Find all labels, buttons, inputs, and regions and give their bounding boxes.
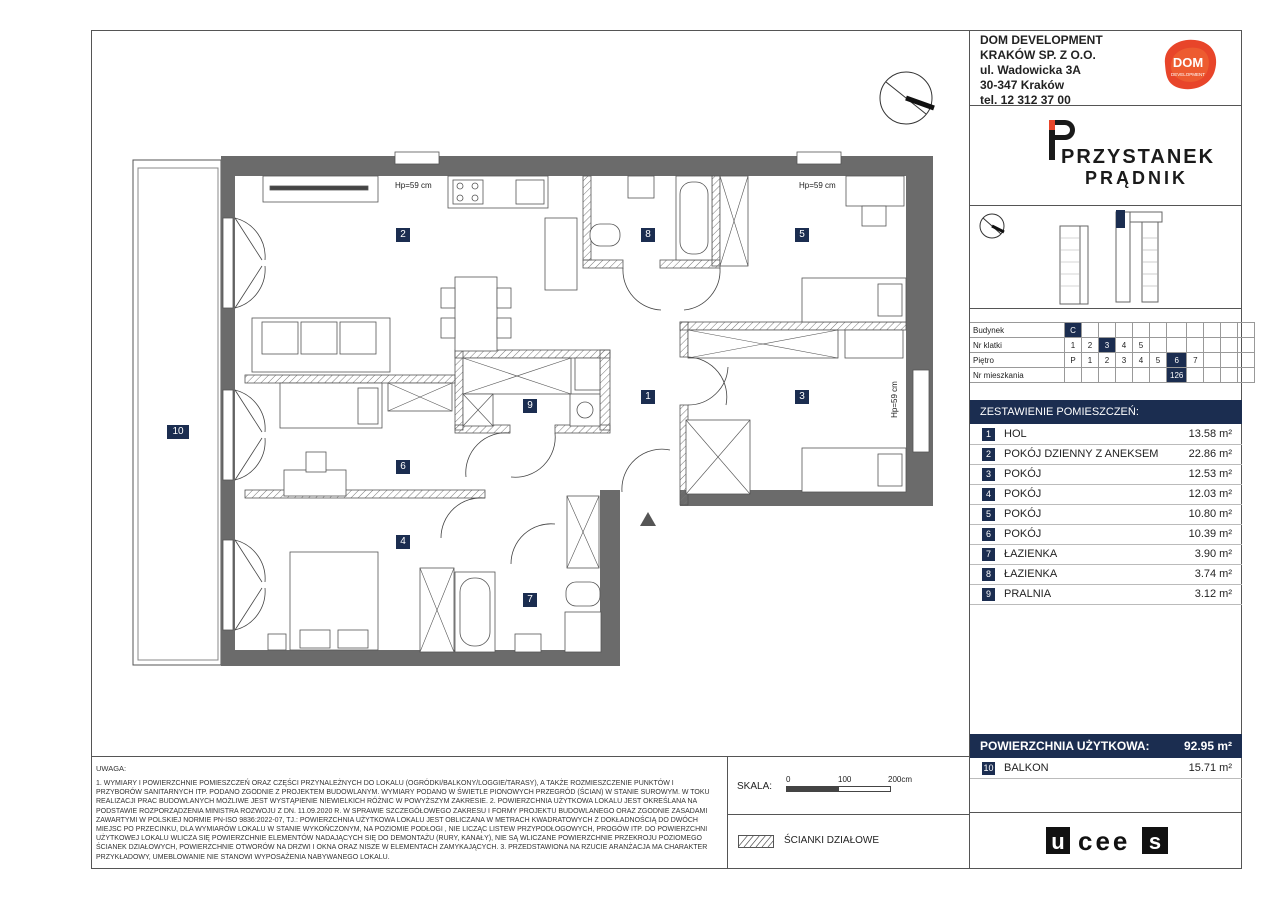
room-area: 13.58 m² bbox=[1188, 428, 1232, 440]
window-height-note-1: Hp=59 cm bbox=[395, 181, 432, 190]
row-pietro bbox=[970, 353, 1255, 368]
room-area: 3.90 m² bbox=[1194, 548, 1232, 560]
room-row bbox=[970, 545, 1242, 565]
scale-0: 0 bbox=[786, 775, 791, 784]
room-area: 10.80 m² bbox=[1188, 508, 1232, 520]
room-number: 7 bbox=[982, 548, 995, 561]
room-number: 2 bbox=[982, 448, 995, 461]
plan-label-9: 9 bbox=[523, 399, 537, 413]
room-number: 5 bbox=[982, 508, 995, 521]
balcony-row bbox=[970, 759, 1242, 779]
sofa bbox=[252, 318, 390, 372]
scale-200: 200cm bbox=[888, 775, 913, 784]
room-name: POKÓJ bbox=[1004, 508, 1042, 520]
total-label: POWIERZCHNIA UŻYTKOWA: bbox=[980, 739, 1150, 753]
pietro-4: 4 bbox=[1133, 353, 1150, 368]
klatka-1: 1 bbox=[1065, 338, 1082, 353]
klatka-4: 4 bbox=[1116, 338, 1133, 353]
scale-divider bbox=[727, 814, 969, 815]
compass-icon bbox=[878, 70, 938, 130]
room-row bbox=[970, 585, 1242, 605]
room-number: 1 bbox=[982, 428, 995, 441]
notes-divider bbox=[91, 756, 969, 757]
rooms-heading: ZESTAWIENIE POMIESZCZEŃ: bbox=[970, 400, 1242, 424]
scale-label: SKALA: bbox=[737, 781, 773, 792]
room-name: POKÓJ DZIENNY Z ANEKSEM bbox=[1004, 448, 1159, 460]
plan-label-3: 3 bbox=[795, 390, 809, 404]
room-name: PRALNIA bbox=[1004, 588, 1052, 600]
pietro-7: 7 bbox=[1187, 353, 1204, 368]
rooms-list bbox=[970, 425, 1242, 605]
pietro-3: 3 bbox=[1116, 353, 1133, 368]
kitchen-counter bbox=[263, 176, 577, 290]
room-area: 22.86 m² bbox=[1188, 448, 1232, 460]
value-budynek: C bbox=[1065, 323, 1082, 338]
balcony-area: 15.71 m² bbox=[1188, 762, 1232, 774]
ucees-logo bbox=[1046, 826, 1172, 856]
brand-line1: PRZYSTANEK bbox=[1061, 146, 1216, 168]
plan-label-6: 6 bbox=[396, 460, 410, 474]
pietro-2: 2 bbox=[1099, 353, 1116, 368]
label-pietro: Piętro bbox=[970, 353, 1065, 368]
room-area: 3.74 m² bbox=[1194, 568, 1232, 580]
svg-text:u: u bbox=[1051, 829, 1065, 854]
key-plan bbox=[972, 208, 1240, 306]
svg-text:s: s bbox=[1148, 829, 1162, 854]
balcony-name: BALKON bbox=[1004, 762, 1049, 774]
room-name: POKÓJ bbox=[1004, 528, 1042, 540]
keyplan-divider bbox=[969, 308, 1242, 309]
room-row bbox=[970, 425, 1242, 445]
room-name: ŁAZIENKA bbox=[1004, 548, 1058, 560]
notes-v-divider bbox=[727, 756, 728, 869]
room-area: 12.53 m² bbox=[1188, 468, 1232, 480]
plan-label-5: 5 bbox=[795, 228, 809, 242]
label-budynek: Budynek bbox=[970, 323, 1065, 338]
company-city: 30-347 Kraków bbox=[980, 78, 1065, 92]
room-area: 3.12 m² bbox=[1194, 588, 1232, 600]
floor-plan bbox=[130, 150, 945, 670]
brand-line2: PRĄDNIK bbox=[1085, 168, 1189, 188]
window-height-note-2: Hp=59 cm bbox=[799, 181, 836, 190]
plan-label-8: 8 bbox=[641, 228, 655, 242]
pietro-6: 6 bbox=[1167, 353, 1187, 368]
balcony-num: 10 bbox=[983, 763, 994, 773]
row-klatka bbox=[970, 338, 1255, 353]
notes-title: UWAGA: bbox=[96, 764, 127, 773]
room-row bbox=[970, 465, 1242, 485]
klatka-2: 2 bbox=[1082, 338, 1099, 353]
label-mieszkanie: Nr mieszkania bbox=[970, 368, 1065, 383]
total-value: 92.95 m² bbox=[1183, 739, 1232, 753]
room-name: POKÓJ bbox=[1004, 468, 1042, 480]
ucees-divider bbox=[969, 812, 1242, 813]
room-row bbox=[970, 505, 1242, 525]
notes-text: 1. WYMIARY I POWIERZCHNIE POMIESZCZEŃ ORAZ CZĘŚCI PRZYNALEŻNYCH DO LOKALU (OGRÓDKI/BALKONY/LOGGIE/TARASY), A TAKŻE ROZMIESZCZENIE PUNKTÓW I PRZYBORÓW SANITARNYCH ITP. PODANO ZGODNIE Z PROJEKTEM BUDOWLANYM. WYMIARY PODANO W ŚWIETLE PIONOWYCH PRZEGRÓD (ŚCIAN) W STANIE SUROWYM. W TOKU REALIZACJI PRAC BUDOWLANYCH MOŻLIWE JEST WYSTĄPIENIE NIEWIELKICH RÓŻNIC W POWYŻSZYM ZAKRESIE. 2. POWIERZCHNIA UŻYTKOWA LOKALU JEST OKREŚLANA NA PODSTAWIE ROZPORZĄDZENIA MINISTRA ROZWOJU Z DN. 11.09.2020 R. W SPRAWIE SZCZEGÓŁOWEGO ZAKRESU I FORMY PROJEKTU BUDOWLANEGO ORAZ ZGODNIE ZASADAMI ZAWARTYMI W POLSKIEJ NORMIE PN-ISO 9836:2022-07, TJ.: POWIERZCHNIA UŻYTKOWA LOKALU JEST OBLICZANA W METRACH KWADRATOWYCH Z DOKŁADNOŚCIĄ DO DWÓCH MIEJSC PO PRZECINKU, DLA WYMIARÓW LOKALU W STANIE WYKOŃCZONYM, NA POZIOMIE PODŁOGI , NIE LICZĄC LISTEW PRZYPODŁOGOWYCH, PROGÓW ITP. DO POWIERZCHNI UŻYTKOWEJ LOKALU WLICZA SIĘ POWIERZCHNIE ELEMENTÓW NADAJĄCYCH SIĘ DO DEMONTAŻU (RURY, KANAŁY), NIE SĄ WLICZANE POWIERZCHNIE PRZEKROJU POZIOMEGO ŚCIANEK DZIAŁOWYCH, POWIERZCHNIE OTWORÓW NA DRZWI I OKNA ORAZ NISZE W ELEMENTACH ZAMYKAJĄCYCH. 3. PRZEDSTAWIONA NA RZUCIE ARANŻACJA MA CHARAKTER PRZYKŁADOWY, UMEBLOWANIE NIE STANOWI WYPOSAŻENIA NABYWANEGO LOKALU. bbox=[96, 780, 710, 861]
room-number: 4 bbox=[982, 488, 995, 501]
legend-text: ŚCIANKI DZIAŁOWE bbox=[784, 835, 880, 846]
pietro-5: 5 bbox=[1150, 353, 1167, 368]
brand-divider bbox=[969, 205, 1242, 206]
room-area: 10.39 m² bbox=[1188, 528, 1232, 540]
klatka-5: 5 bbox=[1133, 338, 1150, 353]
dining-table bbox=[441, 277, 511, 351]
unit-info-table bbox=[970, 322, 1255, 383]
plan-label-10: 10 bbox=[167, 425, 189, 439]
plan-label-4: 4 bbox=[396, 535, 410, 549]
room-number: 6 bbox=[982, 528, 995, 541]
plan-label-2: 2 bbox=[396, 228, 410, 242]
room-row bbox=[970, 445, 1242, 465]
room-row bbox=[970, 565, 1242, 585]
room-name: POKÓJ bbox=[1004, 488, 1042, 500]
row-budynek bbox=[970, 323, 1255, 338]
company-phone: tel. 12 312 37 00 bbox=[980, 93, 1071, 107]
value-mieszkanie: 126 bbox=[1167, 368, 1187, 383]
company-street: ul. Wadowicka 3A bbox=[980, 63, 1081, 77]
room-area: 12.03 m² bbox=[1188, 488, 1232, 500]
room-number: 3 bbox=[982, 468, 995, 481]
scale-100: 100 bbox=[838, 775, 852, 784]
row-mieszkanie bbox=[970, 368, 1255, 383]
pietro-p: P bbox=[1065, 353, 1082, 368]
balcony-area bbox=[133, 160, 221, 665]
company-line2: KRAKÓW SP. Z O.O. bbox=[980, 48, 1096, 62]
room-name: HOL bbox=[1004, 428, 1027, 440]
svg-text:cee: cee bbox=[1078, 826, 1131, 856]
plan-label-1: 1 bbox=[641, 390, 655, 404]
room-row bbox=[970, 525, 1242, 545]
label-klatka: Nr klatki bbox=[970, 338, 1065, 353]
logo-subtext: DEVELOPMENT bbox=[1170, 72, 1206, 77]
room-number: 8 bbox=[982, 568, 995, 581]
room-row bbox=[970, 485, 1242, 505]
total-area bbox=[970, 734, 1242, 758]
company-name: DOM DEVELOPMENT bbox=[980, 33, 1103, 47]
room-name: ŁAZIENKA bbox=[1004, 568, 1058, 580]
window-height-note-3: Hp=59 cm bbox=[889, 381, 899, 418]
company-address bbox=[980, 33, 1103, 108]
pietro-1: 1 bbox=[1082, 353, 1099, 368]
logo-text: DOM bbox=[1172, 55, 1204, 70]
hatch-legend-icon bbox=[738, 835, 774, 849]
room-number: 9 bbox=[982, 588, 995, 601]
plan-label-7: 7 bbox=[523, 593, 537, 607]
klatka-3: 3 bbox=[1099, 338, 1116, 353]
dom-development-logo bbox=[1157, 36, 1221, 94]
scale-bar bbox=[786, 786, 892, 794]
